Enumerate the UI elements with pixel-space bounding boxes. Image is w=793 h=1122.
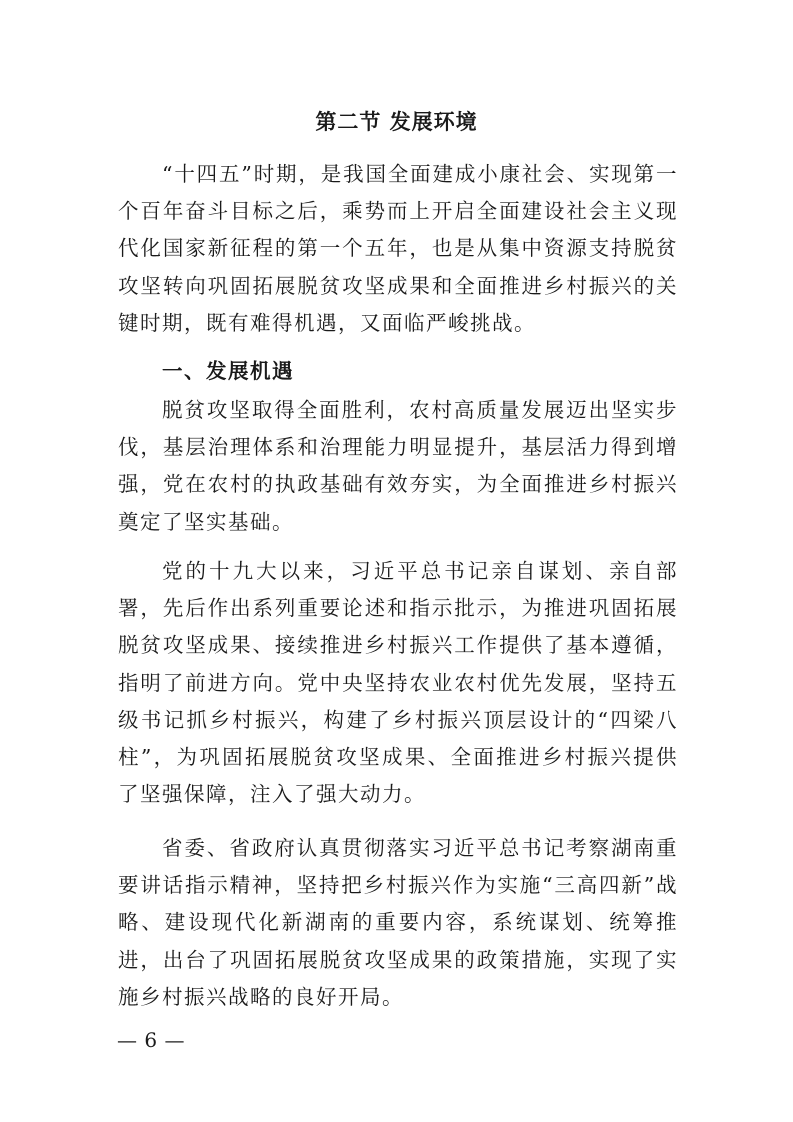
body-paragraph: 省委、省政府认真贯彻落实习近平总书记考察湖南重要讲话指示精神，坚持把乡村振兴作为实施“三高四新”战略、建设现代化新湖南的重要内容，系统谋划、统筹推进，出台了巩固拓展脱贫攻坚成果的政策措施，实现了实施乡村振兴战略的良好开局。 bbox=[118, 836, 678, 1009]
subheading-opportunities: 一、发展机遇 bbox=[162, 359, 294, 383]
section-title: 第二节 发展环境 bbox=[315, 110, 478, 134]
intro-paragraph: “十四五”时期，是我国全面建成小康社会、实现第一个百年奋斗目标之后，乘势而上开启全面建设社会主义现代化国家新征程的第一个五年，也是从集中资源支持脱贫攻坚转向巩固拓展脱贫攻坚成果和全面推进乡村振兴的关键时期，既有难得机遇，又面临严峻挑战。 bbox=[118, 162, 678, 335]
body-paragraph: 党的十九大以来，习近平总书记亲自谋划、亲自部署，先后作出系列重要论述和指示批示，为推进巩固拓展脱贫攻坚成果、接续推进乡村振兴工作提供了基本遵循，指明了前进方向。党中央坚持农业农村优先发展，坚持五级书记抓乡村振兴，构建了乡村振兴顶层设计的“四梁八柱”，为巩固拓展脱贫攻坚成果、全面推进乡村振兴提供了坚强保障，注入了强大动力。 bbox=[118, 559, 678, 807]
body-paragraph: 脱贫攻坚取得全面胜利，农村高质量发展迈出坚实步伐，基层治理体系和治理能力明显提升，基层活力得到增强，党在农村的执政基础有效夯实，为全面推进乡村振兴奠定了坚实基础。 bbox=[118, 398, 678, 534]
page-number: — 6 — bbox=[117, 1028, 185, 1052]
